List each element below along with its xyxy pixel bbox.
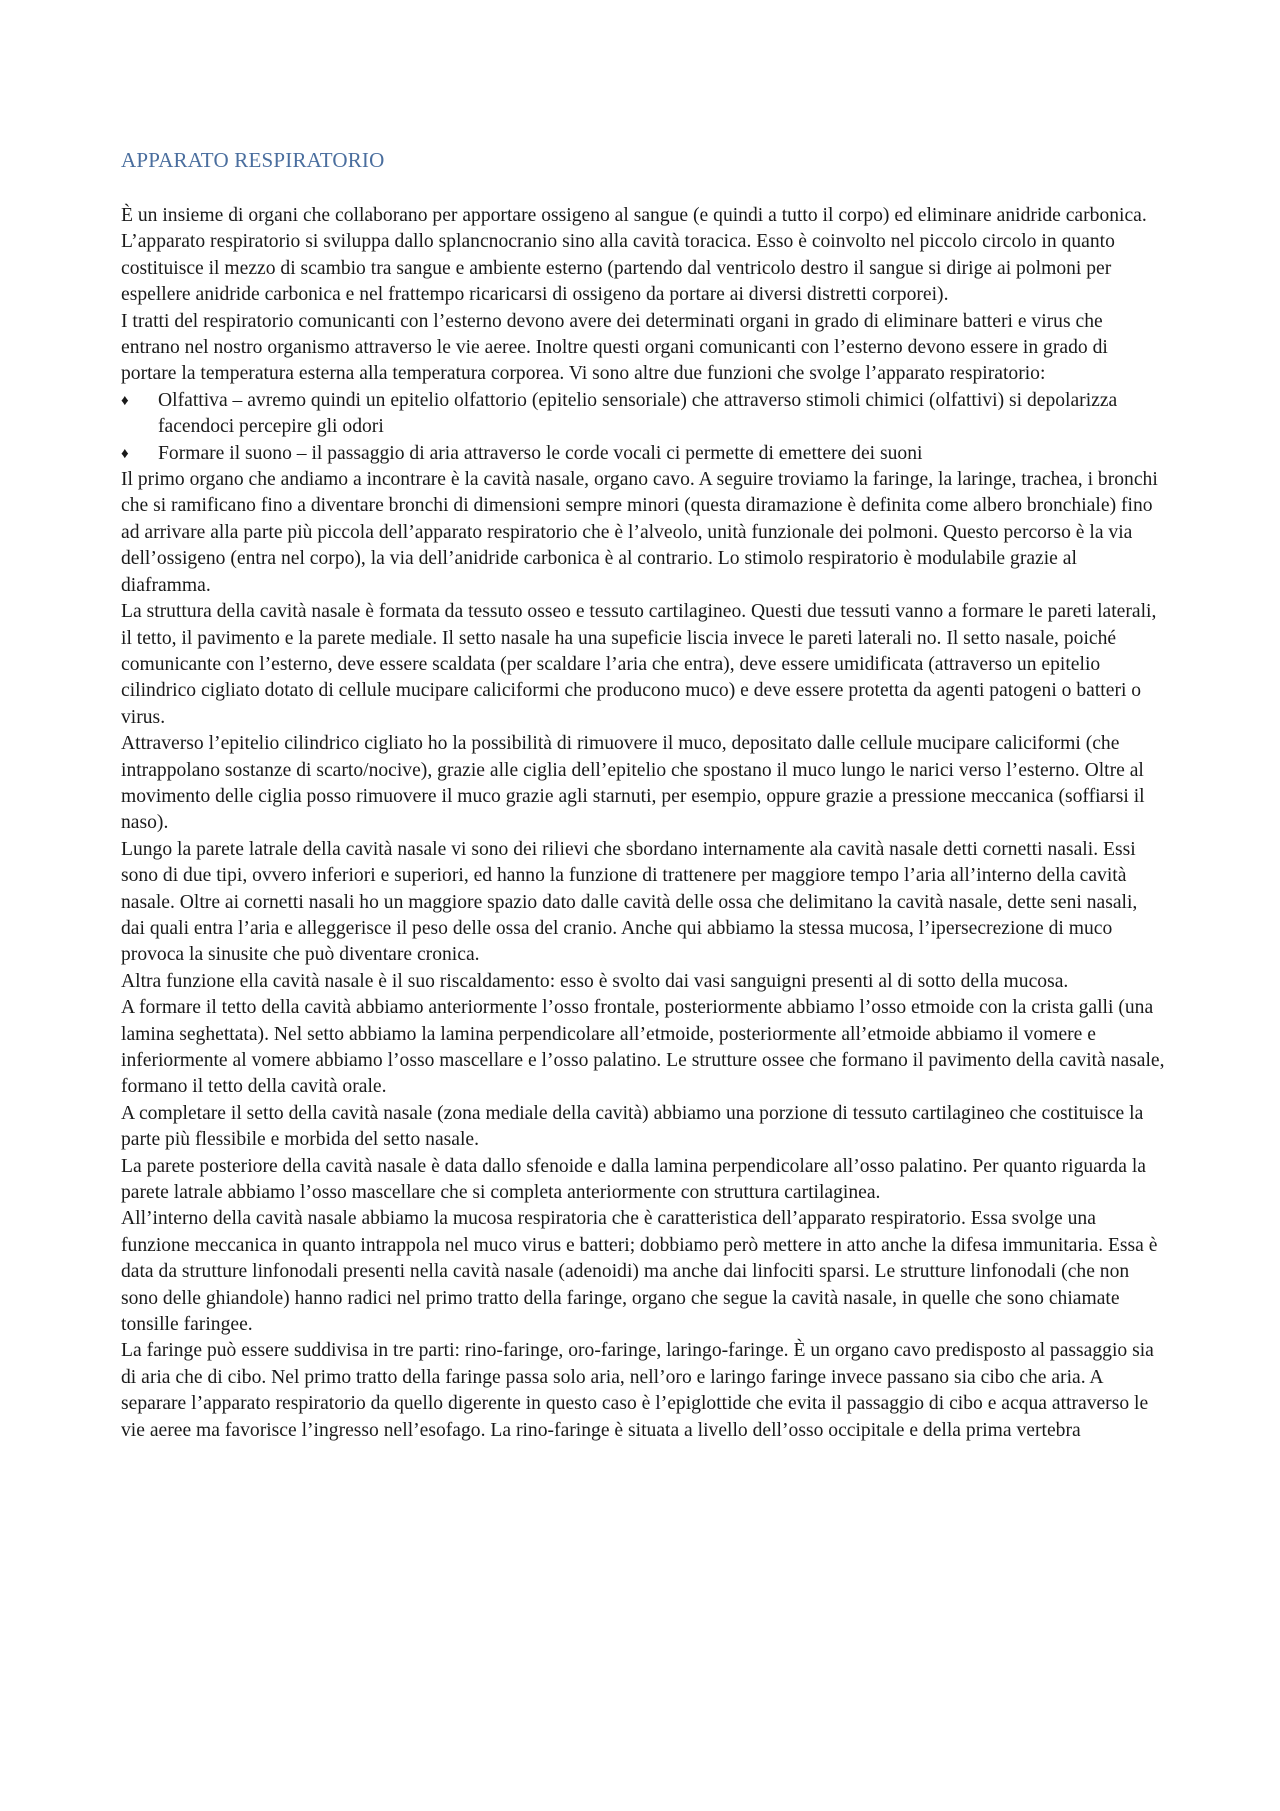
paragraph: Altra funzione ella cavità nasale è il suo riscaldamento: esso è svolto dai vasi sanguigni presenti al di sotto della mucosa. (121, 970, 1069, 992)
paragraph: A formare il tetto della cavità abbiamo anteriormente l’osso frontale, posteriormente abbiamo l’osso etmoide con la crista galli (una lamina seghettata). Nel setto abbiamo la lamina perpendicolare all’etmoide, posteriormente all’etmoide abbiamo il vomere e inferiormente al vomere abbiamo l’osso mascellare e l’osso palatino. Le strutture ossee che formano il pavimento della cavità nasale, formano il tetto della cavità orale. (121, 997, 1165, 1098)
paragraph: È un insieme di organi che collaborano per apportare ossigeno al sangue (e quindi a tutto il corpo) ed eliminare anidride carbonica. L’apparato respiratorio si sviluppa dallo splancnocranio sino alla cavità toracica. Esso è coinvolto nel piccolo circolo in quanto costituisce il mezzo di scambio tra sangue e ambiente esterno (partendo dal ventricolo destro il sangue si dirige ai polmoni per espellere anidride carbonica e nel frattempo ricaricarsi di ossigeno da portare ai diversi distretti corporei). (121, 205, 1147, 306)
paragraph: Lungo la parete latrale della cavità nasale vi sono dei rilievi che sbordano internamente ala cavità nasale detti cornetti nasali. Essi sono di due tipi, ovvero inferiori e superiori, ed hanno la funzione di trattenere per maggiore tempo l’aria all’interno della cavità nasale. Oltre ai cornetti nasali ho un maggiore spazio dato dalle cavità delle ossa che delimitano la cavità nasale, dette seni nasali, dai quali entra l’aria e alleggerisce il peso delle ossa del cranio. Anche qui abbiamo la stessa mucosa, l’ipersecrezione di muco provoca la sinusite che può diventare cronica. (121, 838, 1138, 966)
document-title: APPARATO RESPIRATORIO (121, 148, 385, 172)
document-content (121, 148, 1166, 1444)
paragraph: Il primo organo che andiamo a incontrare è la cavità nasale, organo cavo. A seguire troviamo la faringe, la laringe, trachea, i bronchi che si ramificano fino a diventare bronchi di dimensioni sempre minori (questa diramazione è definita come albero bronchiale) fino ad arrivare alla parte più piccola dell’apparato respiratorio che è l’alveolo, unità funzionale dei polmoni. Questo percorso è la via dell’ossigeno (entra nel corpo), la via dell’anidride carbonica è al contrario. Lo stimolo respiratorio è modulabile grazie al diaframma. (121, 469, 1158, 596)
paragraph: La faringe può essere suddivisa in tre parti: rino-faringe, oro-faringe, laringo-faringe. È un organo cavo predisposto al passaggio sia di aria che di cibo. Nel primo tratto della faringe passa solo aria, nell’oro e laringo faringe invece passano sia cibo che aria. A separare l’apparato respiratorio da quello digerente in questo caso è l’epiglottide che evita il passaggio di cibo e acqua attraverso le vie aeree ma favorisce l’ingresso nell’esofago. La rino-faringe è situata a livello dell’osso occipitale e della prima vertebra (121, 1340, 1154, 1441)
paragraph: All’interno della cavità nasale abbiamo la mucosa respiratoria che è caratteristica dell’apparato respiratorio. Essa svolge una funzione meccanica in quanto intrappola nel muco virus e batteri; dobbiamo però mettere in atto anche la difesa immunitaria. Essa è data da strutture linfonodali presenti nella cavità nasale (adenoidi) ma anche dai linfociti sparsi. Le strutture linfonodali (che non sono delle ghiandole) hanno radici nel primo tratto della faringe, organo che segue la cavità nasale, in quelle che sono chiamate tonsille faringee. (121, 1208, 1158, 1336)
bullet-item (121, 441, 1166, 467)
paragraph: I tratti del respiratorio comunicanti con l’esterno devono avere dei determinati organi in grado di eliminare batteri e virus che entrano nel nostro organismo attraverso le vie aeree. Inoltre questi organi comunicanti con l’esterno devono essere in grado di portare la temperatura esterna alla temperatura corporea. Vi sono altre due funzioni che svolge l’apparato respiratorio: (121, 310, 1108, 385)
bullet-text: Formare il suono – il passaggio di aria attraverso le corde vocali ci permette di emettere dei suoni (158, 442, 923, 464)
paragraph: A completare il setto della cavità nasale (zona mediale della cavità) abbiamo una porzione di tessuto cartilagineo che costituisce la parte più flessibile e morbida del setto nasale. (121, 1102, 1144, 1151)
paragraph: Attraverso l’epitelio cilindrico cigliato ho la possibilità di rimuovere il muco, depositato dalle cellule mucipare caliciformi (che intrappolano sostanze di scarto/nocive), grazie alle ciglia dell’epitelio che spostano il muco lungo le narici verso l’esterno. Oltre al movimento delle ciglia posso rimuovere il muco grazie agli starnuti, per esempio, oppure grazie a pressione meccanica (soffiarsi il naso). (121, 733, 1145, 834)
document-body (121, 203, 1166, 1444)
bullet-text: Olfattiva – avremo quindi un epitelio olfattorio (epitelio sensoriale) che attraverso stimoli chimici (olfattivi) si depolarizza facendoci percepire gli odori (158, 389, 1118, 438)
paragraph: La struttura della cavità nasale è formata da tessuto osseo e tessuto cartilagineo. Questi due tessuti vanno a formare le pareti laterali, il tetto, il pavimento e la parete mediale. Il setto nasale ha una supeficie liscia invece le pareti laterali no. Il setto nasale, poiché comunicante con l’esterno, deve essere scaldata (per scaldare l’aria che entra), deve essere umidificata (attraverso un epitelio cilindrico cigliato dotato di cellule mucipare caliciformi che producono muco) e deve essere protetta da agenti patogeni o batteri o virus. (121, 601, 1157, 728)
diamond-bullet-icon: ♦ (121, 445, 129, 462)
diamond-bullet-icon: ♦ (121, 392, 129, 409)
paragraph: La parete posteriore della cavità nasale è data dallo sfenoide e dalla lamina perpendicolare all’osso palatino. Per quanto riguarda la parete latrale abbiamo l’osso mascellare che si completa anteriormente con struttura cartilaginea. (121, 1155, 1146, 1204)
bullet-item (121, 388, 1166, 441)
bullet-list (121, 388, 1166, 467)
